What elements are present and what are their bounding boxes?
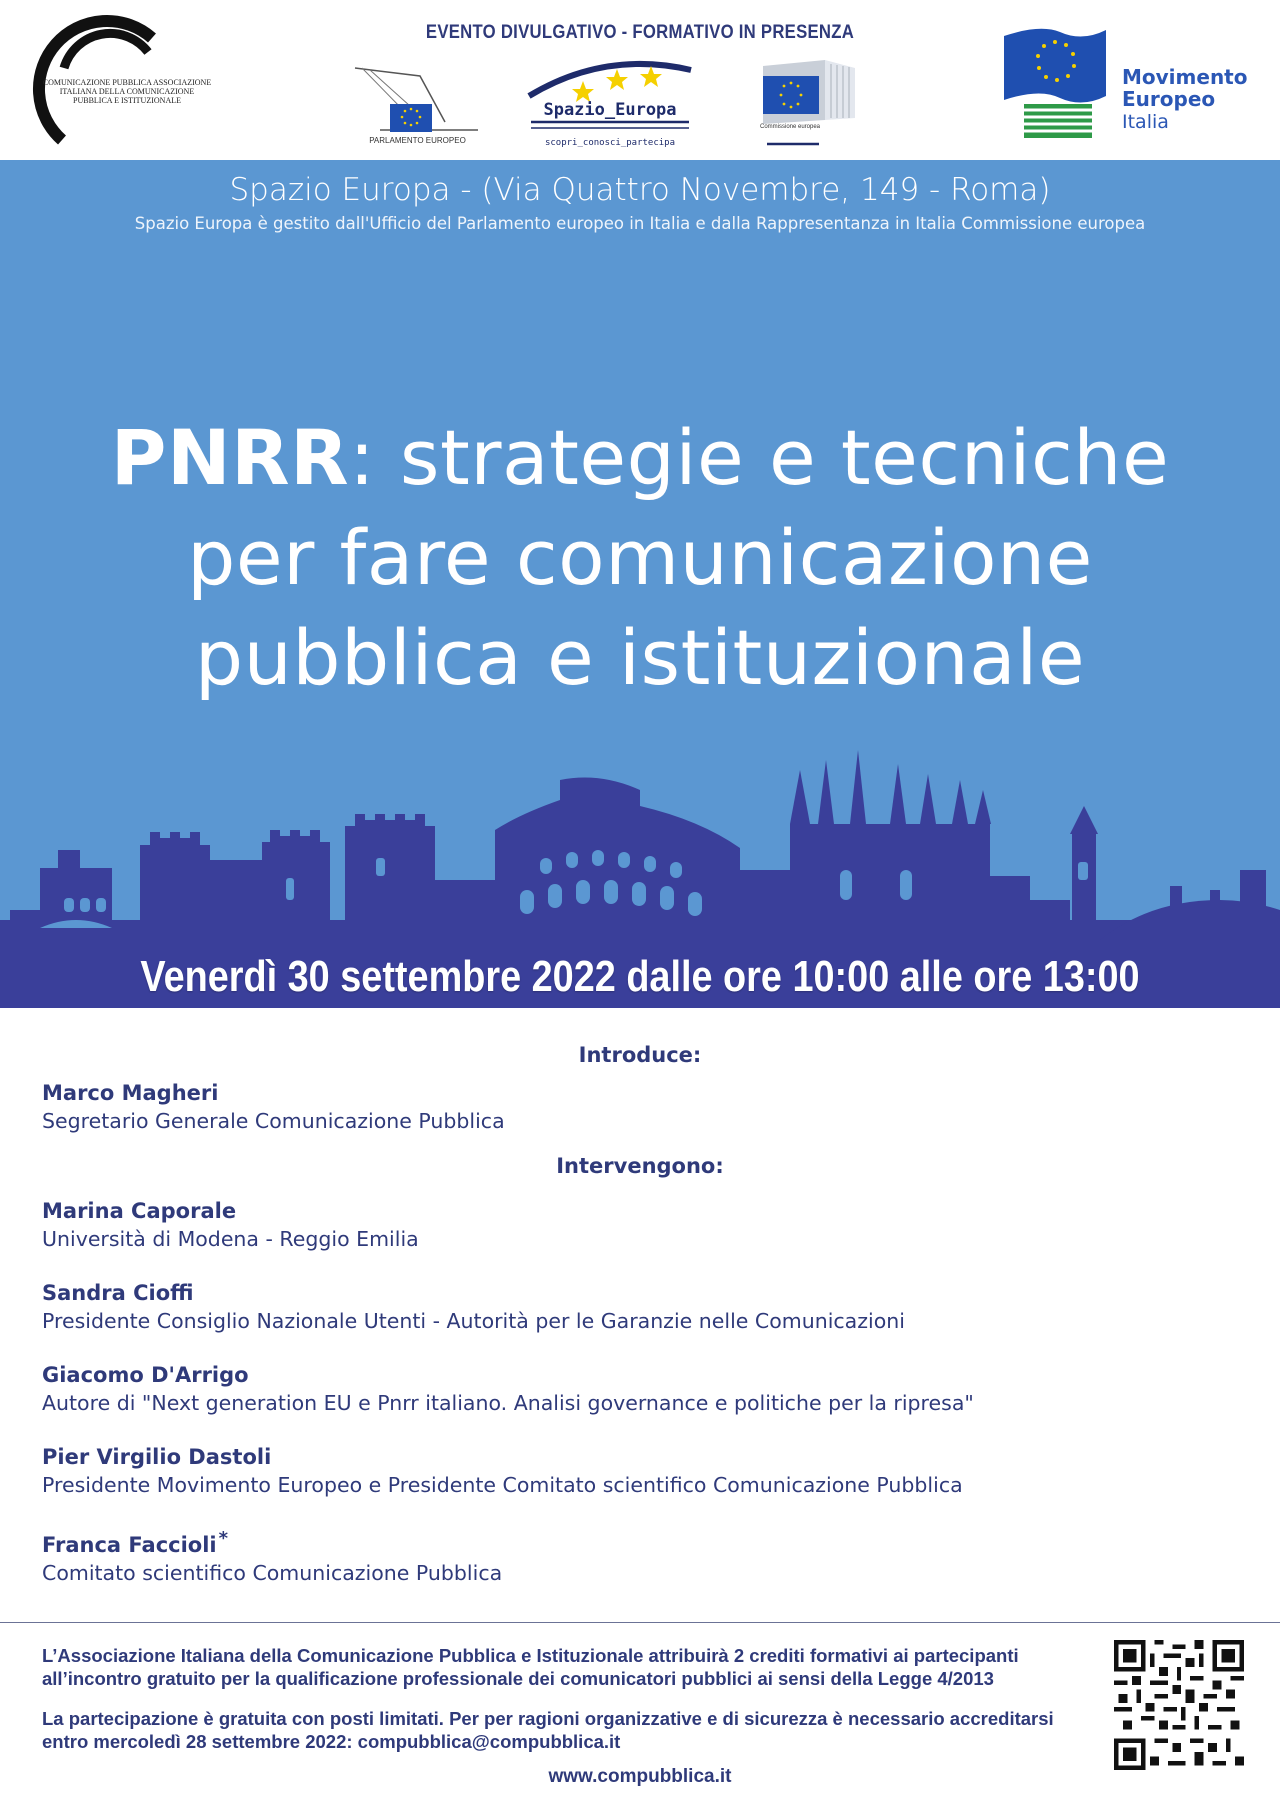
movimento-europeo-logo	[1000, 22, 1120, 140]
event-title	[0, 408, 1280, 708]
speaker-name: Giacomo D'Arrigo	[42, 1363, 249, 1387]
header-logos	[0, 0, 1280, 160]
event-title-line3: pubblica e istituzionale	[194, 613, 1086, 702]
event-title-acronym: PNRR	[110, 413, 350, 502]
asterisk-mark: *	[218, 1528, 229, 1549]
event-date-time: Venerdì 30 settembre 2022 dalle ore 10:00 alle ore 13:00	[140, 952, 1140, 1001]
event-type-heading: EVENTO DIVULGATIVO - FORMATIVO IN PRESENZA	[425, 22, 855, 43]
introducer	[42, 1079, 1222, 1135]
speaker-item	[42, 1197, 1222, 1253]
venue-note: Spazio Europa è gestito dall'Ufficio del Parlamento europeo in Italia e dalla Rappresentanza in Italia Commissione europea	[134, 214, 1146, 233]
speaker-name: Franca Faccioli	[42, 1533, 217, 1557]
speaker-name: Pier Virgilio Dastoli	[42, 1445, 272, 1469]
website-link[interactable]: www.compubblica.it	[548, 1766, 732, 1787]
speaker-role: Comitato scientifico Comunicazione Pubblica	[42, 1561, 503, 1585]
comunicazione-pubblica-logo-text: COMUNICAZIONE PUBBLICA ASSOCIAZIONE ITALIANA DELLA COMUNICAZIONE PUBBLICA E ISTITUZIONALE	[42, 78, 212, 105]
speaker-name-row	[42, 1525, 1222, 1559]
title-banner	[0, 160, 1280, 1008]
speaker-role: Università di Modena - Reggio Emilia	[42, 1227, 419, 1251]
speaker-role: Presidente Consiglio Nazionale Utenti - Autorità per le Garanzie nelle Comunicazioni	[42, 1309, 905, 1333]
movimento-europeo-line1: Movimento	[1122, 65, 1248, 89]
commissione-europea-logo-text: Commissione europea	[759, 124, 821, 130]
qr-code-icon	[1114, 1640, 1244, 1770]
star-icon	[640, 66, 662, 87]
speaker-name: Marina Caporale	[42, 1199, 237, 1223]
star-icon	[572, 81, 594, 102]
speaker-item	[42, 1525, 1222, 1587]
speaker-item	[42, 1443, 1222, 1499]
credits-notice: L’Associazione Italiana della Comunicazione Pubblica e Istituzionale attribuirà 2 crediti formativi ai partecipanti all’incontro gratuito per la qualificazione professionale dei comunicatori pubblici ai sensi della Legge 4/2013	[42, 1645, 1019, 1689]
commissione-europea-logo	[735, 58, 865, 150]
event-title-line1-rest: : strategie e tecniche	[349, 413, 1170, 502]
star-icon	[606, 69, 628, 90]
speaker-name: Sandra Cioffi	[42, 1281, 194, 1305]
speakers-label: Intervengono:	[556, 1154, 724, 1178]
movimento-europeo-line3: Italia	[1122, 111, 1169, 133]
speaker-item	[42, 1361, 1222, 1417]
participation-notice: La partecipazione è gratuita con posti limitati. Per per ragioni organizzative e di sicurezza è necessario accreditarsi entro mercoledì 28 settembre 2022: compubblica@compubblica.it	[42, 1708, 1054, 1752]
speaker-role: Autore di "Next generation EU e Pnrr italiano. Analisi governance e politiche per la ripresa"	[42, 1391, 974, 1415]
speaker-role: Presidente Movimento Europeo e Presidente Comitato scientifico Comunicazione Pubblica	[42, 1473, 963, 1497]
spazio-europa-logo-subtitle: scopri_conosci_partecipa	[544, 138, 676, 148]
movimento-europeo-logo-text	[1122, 66, 1247, 134]
introducer-name: Marco Magheri	[42, 1081, 219, 1105]
venue-address: Spazio Europa - (Via Quattro Novembre, 149 - Roma)	[229, 172, 1051, 208]
spazio-europa-logo-title: Spazio_Europa	[543, 100, 677, 120]
event-title-line2: per fare comunicazione	[187, 513, 1093, 602]
movimento-europeo-line2: Europeo	[1122, 87, 1216, 111]
introducer-role: Segretario Generale Comunicazione Pubblica	[42, 1109, 505, 1133]
introduce-label: Introduce:	[578, 1043, 702, 1067]
speaker-item	[42, 1279, 1222, 1335]
parlamento-europeo-logo-text: PARLAMENTO EUROPEO	[369, 136, 466, 145]
footer-divider	[0, 1622, 1280, 1623]
event-title-line1	[0, 408, 1280, 508]
